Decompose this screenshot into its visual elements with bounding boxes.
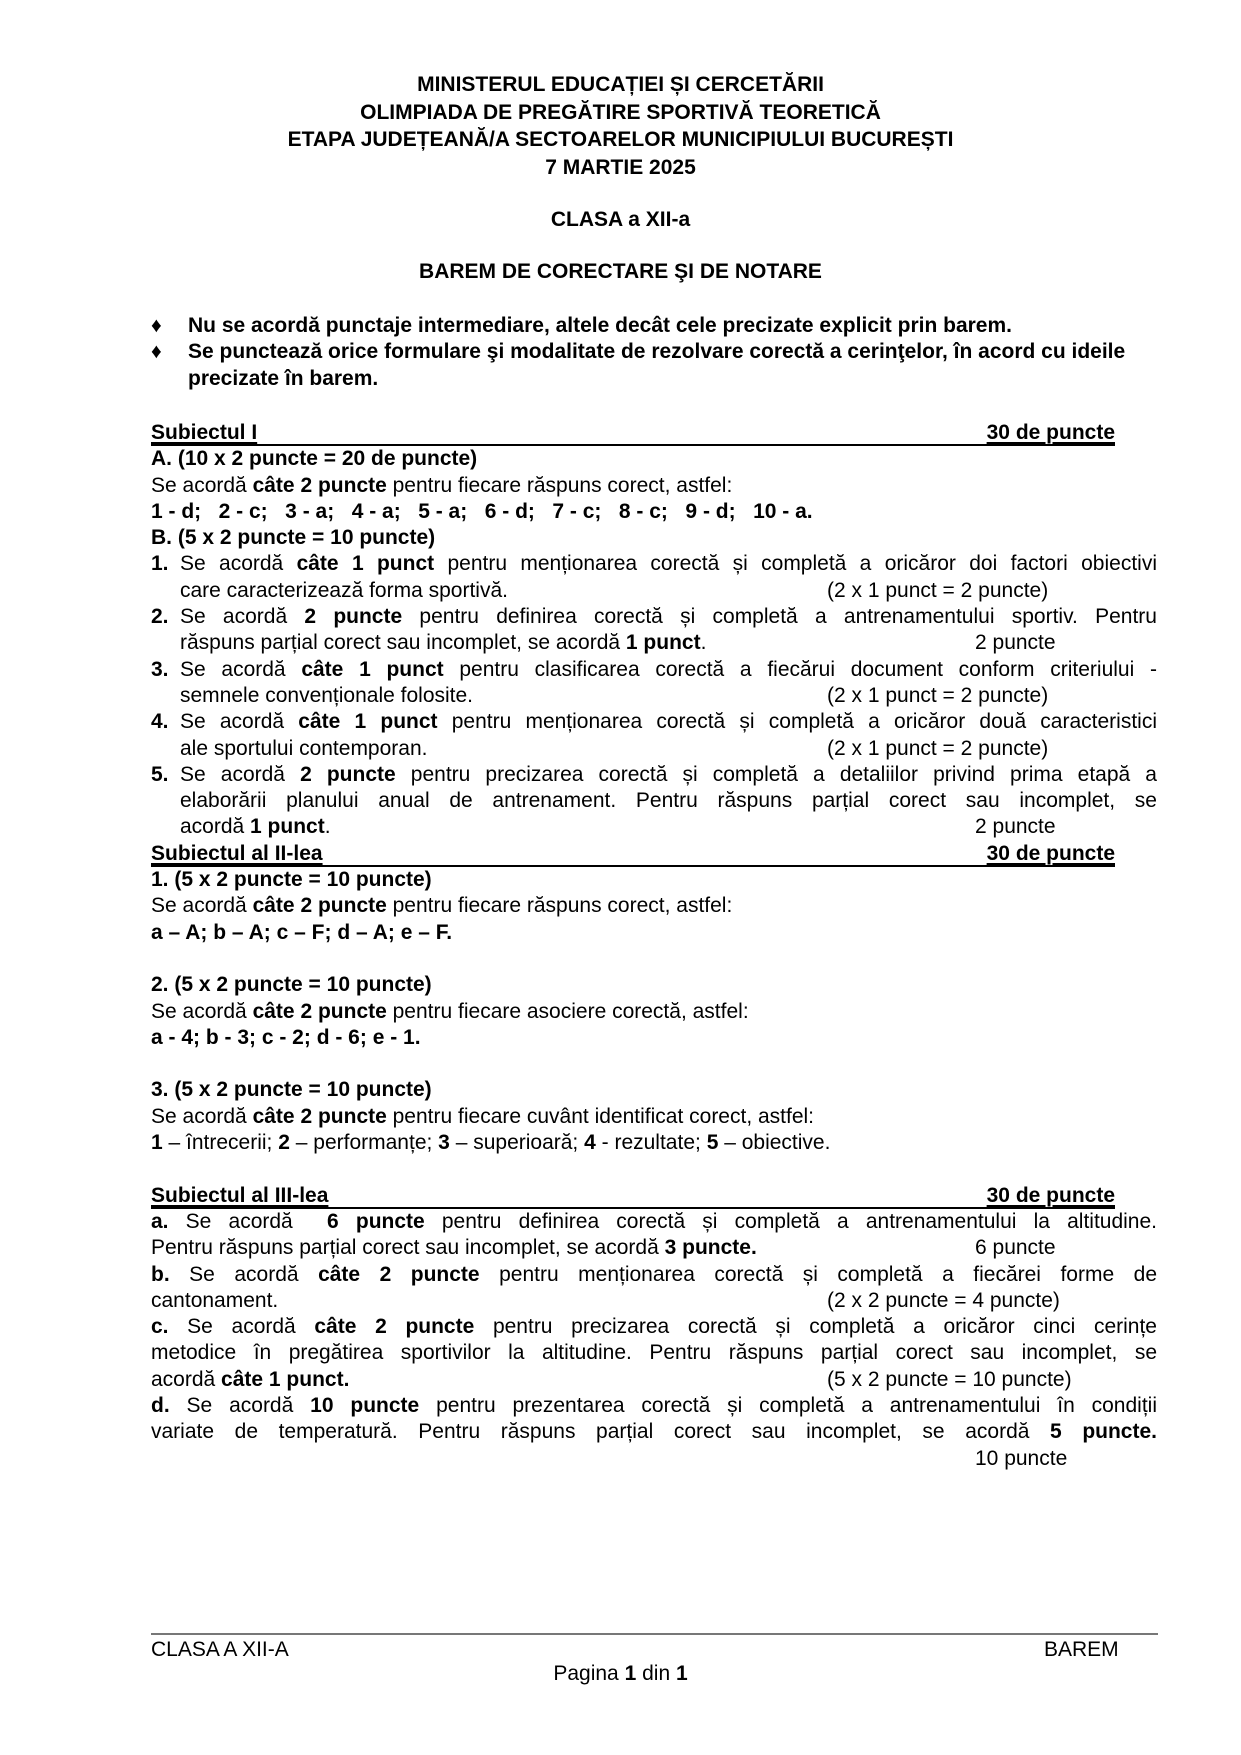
text-segment: pentru precizarea corectă și completă a detaliilor privind prima etapă a <box>395 762 1157 786</box>
points-value: 10 puncte <box>975 1446 1068 1470</box>
exam-date: 7 MARTIE 2025 <box>545 155 696 179</box>
instruction-text: Se punctează orice formulare şi modalitate de rezolvare corectă a cerinţelor, în acord cu ideile precizate în barem. <box>188 340 1126 390</box>
text-segment: pentru fiecare răspuns corect, astfel: <box>386 894 733 918</box>
bold-text: 5 <box>706 1131 719 1155</box>
text-line <box>151 446 1157 472</box>
subject-title: Subiectul al III-lea <box>151 1183 329 1207</box>
blank-line <box>151 946 1157 972</box>
text-line <box>151 1262 1157 1288</box>
text-segment: Se acordă <box>151 894 253 918</box>
bold-text: 6 puncte <box>327 1209 425 1233</box>
instructions-list <box>151 313 1161 392</box>
text-segment: pentru clasificarea corectă a fiecărui document conform criteriului - <box>443 657 1157 681</box>
subject-heading <box>151 1183 1115 1209</box>
text-line <box>151 499 1157 525</box>
bold-text: a. <box>151 1209 169 1233</box>
subject-points: 30 de puncte <box>986 841 1115 865</box>
text-segment: variate de temperatură. Pentru răspuns parțial corect sau incomplet, se acordă <box>151 1420 1051 1444</box>
text-line <box>151 1288 1157 1314</box>
points-value: 2 puncte <box>975 815 1056 839</box>
text-segment: pentru fiecare asociere corectă, astfel: <box>386 999 749 1023</box>
subject-row <box>151 420 1157 446</box>
bold-text: 1. (5 x 2 puncte = 10 puncte) <box>151 868 432 892</box>
text-line <box>151 1314 1157 1340</box>
subject-points: 30 de puncte <box>986 1183 1115 1207</box>
points-value: 2 puncte <box>975 631 1056 655</box>
text-segment: acordă <box>180 815 251 839</box>
text-segment: Se acordă <box>180 762 301 786</box>
text-segment: - rezultate; <box>595 1131 707 1155</box>
bold-text: câte 2 puncte <box>252 473 387 497</box>
text-line <box>151 1209 1157 1235</box>
text-line <box>151 1393 1157 1419</box>
text-segment: pentru fiecare răspuns corect, astfel: <box>386 473 733 497</box>
bold-text: câte 2 puncte <box>252 894 387 918</box>
text-segment: pentru fiecare cuvânt identificat corect, astfel: <box>386 1104 815 1128</box>
text-segment: Se acordă <box>168 1315 315 1339</box>
bold-text: b. <box>151 1262 170 1286</box>
text-segment: pentru definirea corectă și completă a antrenamentului sportiv. Pentru <box>402 605 1157 629</box>
footer-class: CLASA A XII-A <box>151 1638 289 1661</box>
text-segment: Se acordă <box>151 999 253 1023</box>
bold-text: 5 puncte. <box>1050 1420 1157 1444</box>
bold-text: 1 punct <box>250 815 325 839</box>
text-line <box>151 1104 1157 1130</box>
subject-points: 30 de puncte <box>986 421 1115 444</box>
text-segment: Se acordă <box>168 1209 328 1233</box>
text-line <box>151 657 1157 683</box>
footer-doc-type: BAREM <box>1044 1638 1119 1661</box>
bold-text: 1 <box>151 1131 163 1155</box>
stage-title: ETAPA JUDEȚEANĂ/A SECTOARELOR MUNICIPIULUI BUCUREȘTI <box>287 128 954 151</box>
text-segment: . <box>700 631 707 655</box>
bold-text: c. <box>151 1315 169 1339</box>
item-number: 1. <box>151 552 169 576</box>
points-value: (2 x 1 punct = 2 puncte) <box>827 578 1049 602</box>
text-line <box>151 762 1157 788</box>
text-line <box>151 1130 1157 1156</box>
text-line <box>151 788 1157 814</box>
bold-text: 3. (5 x 2 puncte = 10 puncte) <box>151 1078 432 1102</box>
subject-title: Subiectul al II-lea <box>151 841 323 865</box>
text-segment: Se acordă <box>180 710 299 734</box>
text-segment: pentru menționarea corectă și completă a fiecărei forme de <box>479 1262 1157 1286</box>
diamond-bullet-icon: ♦ <box>151 340 162 364</box>
subject-heading <box>151 841 1115 867</box>
text-segment: – superioară; <box>449 1131 585 1155</box>
text-segment: ale sportului contemporan. <box>180 736 428 760</box>
subject-heading <box>151 420 1115 446</box>
footer-divider <box>151 1633 1158 1635</box>
text-line <box>151 999 1157 1025</box>
text-line <box>151 551 1157 577</box>
text-segment: – obiective. <box>718 1131 831 1155</box>
bold-text: 10 puncte <box>310 1393 420 1417</box>
text-line <box>151 893 1157 919</box>
text-line <box>151 1025 1157 1051</box>
text-segment: acordă <box>151 1367 222 1391</box>
text-segment: Se acordă <box>169 1262 319 1286</box>
bold-text: 3 <box>438 1131 450 1155</box>
grading-body <box>151 420 1157 1472</box>
bold-text: 2. (5 x 2 puncte = 10 puncte) <box>151 973 432 997</box>
subject-title: Subiectul I <box>151 421 258 444</box>
ministry-title: MINISTERUL EDUCAȚIEI ȘI CERCETĂRII <box>417 73 824 96</box>
text-line <box>151 1340 1157 1366</box>
text-segment: pentru definirea corectă și completă a antrenamentului la altitudine. <box>424 1209 1157 1233</box>
bold-text: A. (10 x 2 puncte = 20 de puncte) <box>151 447 478 471</box>
item-number: 3. <box>151 657 169 681</box>
document-header <box>0 71 1241 181</box>
points-value: (2 x 2 puncte = 4 puncte) <box>827 1288 1060 1312</box>
text-segment: elaborării planului anual de antrenament. Pentru răspuns parțial corect sau incomplet, se <box>180 789 1157 813</box>
bold-text: 1 punct <box>625 631 701 655</box>
item-number: 5. <box>151 762 169 786</box>
bold-text: a - 4; b - 3; c - 2; d - 6; e - 1. <box>151 1025 421 1049</box>
page-number <box>0 1662 1241 1686</box>
text-line <box>151 1367 1157 1393</box>
text-segment: cantonament. <box>151 1288 279 1312</box>
text-segment: care caracterizează forma sportivă. <box>180 578 508 602</box>
bold-text: câte 2 puncte <box>314 1315 475 1339</box>
bold-text: 2 puncte <box>300 762 396 786</box>
olympiad-title: OLIMPIADA DE PREGĂTIRE SPORTIVĂ TEORETICĂ <box>360 100 881 124</box>
subject-row <box>151 1183 1157 1209</box>
bold-text: B. (5 x 2 puncte = 10 puncte) <box>151 526 436 550</box>
text-line <box>151 920 1157 946</box>
bold-text: câte 1 punct. <box>221 1367 350 1391</box>
text-segment: – performanțe; <box>289 1131 439 1155</box>
text-segment: pentru menționarea corectă și completă a oricăror două caracteristici <box>437 710 1157 734</box>
text-segment: semnele convenționale folosite. <box>180 683 474 707</box>
bold-text: câte 1 punct <box>298 710 438 734</box>
text-segment: Se acordă <box>180 657 302 681</box>
text-segment: Se acordă <box>151 473 253 497</box>
item-number: 4. <box>151 710 169 734</box>
text-segment: Se acordă <box>180 605 305 629</box>
page-label: Pagina <box>553 1662 625 1685</box>
text-line <box>151 709 1157 735</box>
text-line <box>151 814 1157 840</box>
document-title: BAREM DE CORECTARE ŞI DE NOTARE <box>419 260 822 283</box>
text-segment: . <box>324 815 331 839</box>
bold-text: câte 2 puncte <box>318 1262 480 1286</box>
text-line <box>151 972 1157 998</box>
bold-text: 2 puncte <box>304 605 403 629</box>
instruction-item <box>151 339 1161 392</box>
points-value: (2 x 1 punct = 2 puncte) <box>827 683 1049 707</box>
bold-text: a – A; b – A; c – F; d – A; e – F. <box>151 920 453 944</box>
blank-line <box>151 1156 1157 1182</box>
text-segment: Se acordă <box>169 1393 311 1417</box>
text-segment: Se acordă <box>151 1104 253 1128</box>
text-segment: Pentru răspuns parțial corect sau incomplet, se acordă <box>151 1236 665 1260</box>
text-segment: pentru menționarea corectă și completă a oricăror doi factori obiectivi <box>434 552 1157 576</box>
text-line <box>151 604 1157 630</box>
bold-text: câte 1 punct <box>296 552 435 576</box>
subject-row <box>151 841 1157 867</box>
page-current: 1 <box>624 1662 637 1685</box>
bold-text: câte 2 puncte <box>252 999 387 1023</box>
points-value: 6 puncte <box>975 1236 1056 1260</box>
text-segment: – întrecerii; <box>162 1131 279 1155</box>
text-line <box>151 525 1157 551</box>
text-line <box>151 473 1157 499</box>
page-total: 1 <box>675 1662 688 1685</box>
text-line <box>151 578 1157 604</box>
text-line <box>151 1446 1157 1472</box>
text-segment: metodice în pregătirea sportivilor la altitudine. Pentru răspuns parțial corect sau incomplet, se <box>151 1341 1157 1365</box>
instruction-item <box>151 313 1161 339</box>
text-line <box>151 1235 1157 1261</box>
text-line <box>151 736 1157 762</box>
text-segment: răspuns parțial corect sau incomplet, se acordă <box>180 631 626 655</box>
page-separator: din <box>636 1662 676 1685</box>
bold-text: 1 - d; 2 - c; 3 - a; 4 - a; 5 - a; 6 - d; 7 - c; 8 - c; 9 - d; 10 - a. <box>151 499 813 523</box>
item-number: 2. <box>151 605 169 629</box>
bold-text: 4 <box>584 1131 596 1155</box>
text-line <box>151 1419 1157 1445</box>
points-value: (2 x 1 punct = 2 puncte) <box>827 736 1049 760</box>
text-segment: pentru precizarea corectă și completă a oricăror cinci cerințe <box>474 1315 1157 1339</box>
bold-text: 3 puncte. <box>664 1236 757 1260</box>
text-segment: Se acordă <box>180 552 297 576</box>
bold-text: d. <box>151 1393 170 1417</box>
instruction-text: Nu se acordă punctaje intermediare, altele decât cele precizate explicit prin barem. <box>188 314 1012 337</box>
class-title: CLASA a XII-a <box>550 208 691 231</box>
text-line <box>151 1077 1157 1103</box>
text-line <box>151 867 1157 893</box>
bold-text: câte 2 puncte <box>252 1104 387 1128</box>
bold-text: câte 1 punct <box>301 657 444 681</box>
blank-line <box>151 1051 1157 1077</box>
bold-text: 2 <box>278 1131 290 1155</box>
text-segment: pentru prezentarea corectă și completă a antrenamentului în condiții <box>419 1393 1157 1417</box>
points-value: (5 x 2 puncte = 10 puncte) <box>827 1367 1072 1391</box>
text-line <box>151 630 1157 656</box>
text-line <box>151 683 1157 709</box>
diamond-bullet-icon: ♦ <box>151 314 162 337</box>
